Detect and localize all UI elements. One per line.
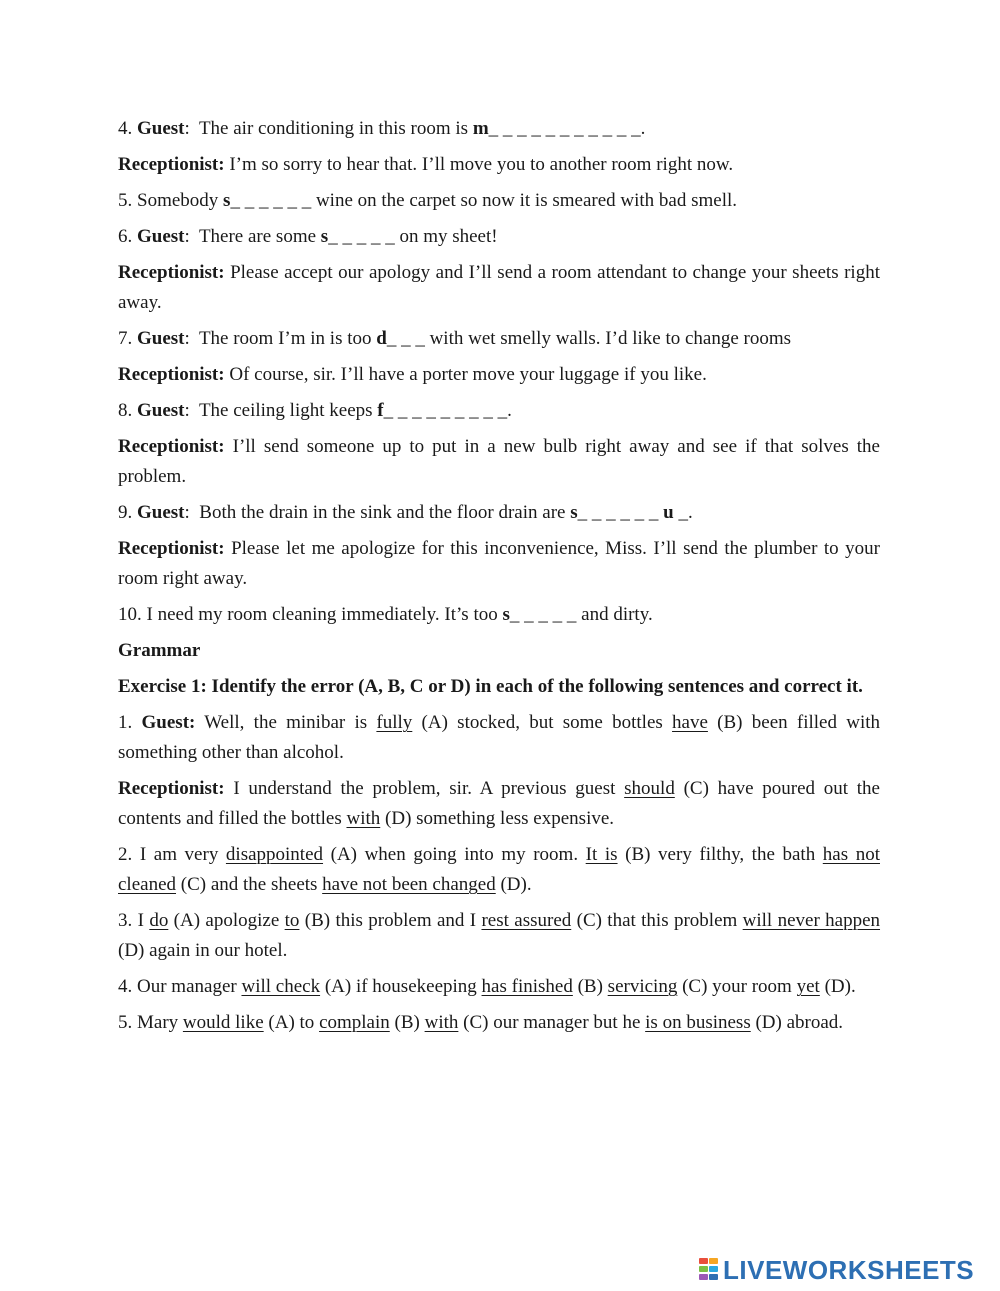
answer-blank[interactable]: _ — [673, 502, 688, 523]
logo-text: LIVEWORKSHEETS — [723, 1254, 975, 1285]
receptionist-reply-7: Receptionist: Of course, sir. I’ll have a porter move your luggage if you like. — [118, 364, 707, 385]
option-b[interactable]: have — [672, 712, 708, 733]
option-b[interactable]: has finished — [481, 976, 573, 997]
vocab-item-7: 7. Guest: The room I’m in is too d_ _ _ with wet smelly walls. I’d like to change rooms — [118, 328, 792, 349]
answer-blank[interactable]: _ _ _ _ _ _ _ _ _ — [383, 400, 508, 421]
grammar-item-1: 1. Guest: Well, the minibar is fully (A) stocked, but some bottles have (B) been filled with something other than alcohol. — [118, 712, 881, 763]
option-c[interactable]: rest assured — [481, 910, 572, 931]
receptionist-reply-6: Receptionist: Please accept our apology and I’ll send a room attendant to change your sheets right away. — [118, 262, 880, 313]
option-b[interactable]: complain — [319, 1012, 390, 1033]
option-c[interactable]: has not cleaned — [118, 844, 880, 895]
liveworksheets-logo — [699, 1254, 974, 1286]
grammar-item-4: 4. Our manager will check (A) if housekeeping has finished (B) servicing (C) your room yet (D). — [118, 976, 856, 997]
option-d[interactable]: yet — [796, 976, 820, 997]
vocab-item-4: 4. Guest: The air conditioning in this room is m_ _ _ _ _ _ _ _ _ _ _. — [118, 118, 646, 139]
grammar-reply-1: Receptionist: I understand the problem, sir. A previous guest should (C) have poured out the contents and filled the bottles with (D) something less expensive. — [118, 778, 880, 829]
option-a[interactable]: disappointed — [225, 844, 324, 865]
vocab-item-9: 9. Guest: Both the drain in the sink and the floor drain are s_ _ _ _ _ _ u _. — [118, 502, 693, 523]
section-title-grammar: Grammar — [118, 640, 201, 661]
grammar-item-2: 2. I am very disappointed (A) when going into my room. It is (B) very filthy, the bath has not cleaned (C) and the sheets have not been changed (D). — [118, 844, 880, 895]
exercise-title: Exercise 1: Identify the error (A, B, C or D) in each of the following sentences and correct it. — [118, 676, 863, 697]
answer-blank[interactable]: _ _ _ _ _ — [509, 604, 577, 625]
answer-blank[interactable]: _ _ _ _ _ _ — [230, 190, 312, 211]
vocab-item-10: 10. I need my room cleaning immediately. It’s too s_ _ _ _ _ and dirty. — [118, 604, 653, 625]
receptionist-reply-9: Receptionist: Please let me apologize for this inconvenience, Miss. I’ll send the plumber to your room right away. — [118, 538, 880, 589]
option-a[interactable]: would like — [182, 1012, 264, 1033]
answer-blank[interactable]: _ _ _ _ _ _ — [577, 502, 664, 523]
vocab-item-5: 5. Somebody s_ _ _ _ _ _ wine on the carpet so now it is smeared with bad smell. — [118, 190, 738, 211]
worksheet-page — [118, 114, 880, 1044]
vocab-item-6: 6. Guest: There are some s_ _ _ _ _ on my sheet! — [118, 226, 498, 247]
option-c[interactable]: servicing — [607, 976, 678, 997]
receptionist-reply-8: Receptionist: I’ll send someone up to put in a new bulb right away and see if that solves the problem. — [118, 436, 880, 487]
option-a[interactable]: will check — [241, 976, 321, 997]
answer-blank[interactable]: _ _ _ _ _ — [328, 226, 395, 247]
option-d[interactable]: will never happen — [742, 910, 881, 931]
option-d[interactable]: with — [346, 808, 381, 829]
option-b[interactable]: It is — [585, 844, 618, 865]
grammar-item-3: 3. I do (A) apologize to (B) this problem and I rest assured (C) that this problem will never happen (D) again in our hotel. — [118, 910, 881, 961]
option-b[interactable]: to — [284, 910, 300, 931]
option-d[interactable]: have not been changed — [322, 874, 496, 895]
option-d[interactable]: is on business — [645, 1012, 751, 1033]
option-a[interactable]: do — [149, 910, 169, 931]
option-a[interactable]: fully — [376, 712, 413, 733]
answer-blank[interactable]: _ _ _ — [386, 328, 425, 349]
receptionist-reply-4: Receptionist: I’m so sorry to hear that. I’ll move you to another room right now. — [118, 154, 734, 175]
grammar-item-5: 5. Mary would like (A) to complain (B) with (C) our manager but he is on business (D) abroad. — [118, 1012, 844, 1033]
vocab-item-8: 8. Guest: The ceiling light keeps f_ _ _ _ _ _ _ _ _. — [118, 400, 512, 421]
option-c[interactable]: with — [424, 1012, 459, 1033]
answer-blank[interactable]: _ _ _ _ _ _ _ _ _ _ _ — [488, 118, 641, 139]
option-c[interactable]: should — [624, 778, 675, 799]
logo-icon — [699, 1256, 719, 1284]
